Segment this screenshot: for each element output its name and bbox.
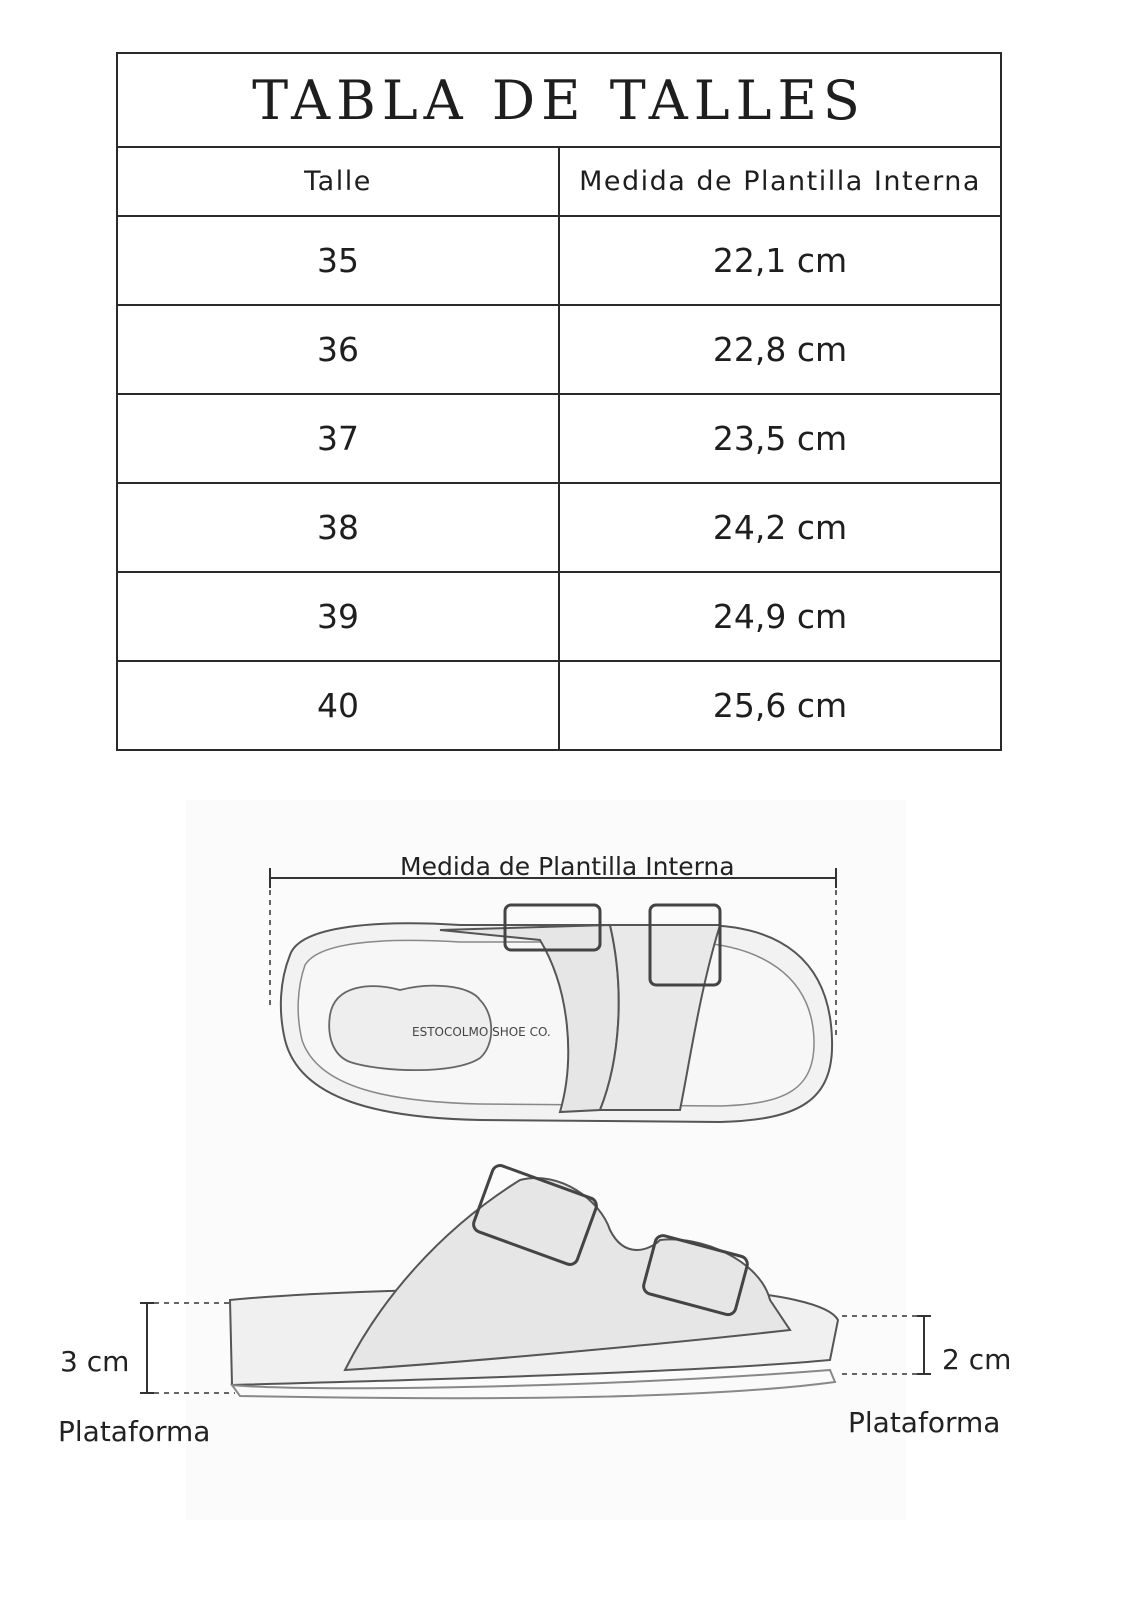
left-height-label: 3 cm: [60, 1345, 130, 1378]
insole-length-label: Medida de Plantilla Interna: [400, 852, 735, 881]
sandal-top-view-icon: [281, 905, 832, 1122]
left-platform-label: Plataforma: [58, 1415, 211, 1448]
size-cell: 40: [117, 661, 559, 750]
right-platform-label: Plataforma: [848, 1406, 1001, 1439]
measure-cell: 22,1 cm: [559, 216, 1001, 305]
header-size: Talle: [117, 147, 559, 216]
size-cell: 37: [117, 394, 559, 483]
header-measure: Medida de Plantilla Interna: [559, 147, 1001, 216]
sandal-side-view-icon: [230, 1163, 838, 1398]
measure-cell: 22,8 cm: [559, 305, 1001, 394]
measure-cell: 24,2 cm: [559, 483, 1001, 572]
size-cell: 38: [117, 483, 559, 572]
right-platform-height-indicator: [842, 1316, 931, 1374]
size-cell: 36: [117, 305, 559, 394]
size-cell: 35: [117, 216, 559, 305]
right-height-label: 2 cm: [942, 1343, 1012, 1376]
measure-cell: 25,6 cm: [559, 661, 1001, 750]
table-title: TABLA DE TALLES: [117, 53, 1001, 147]
size-cell: 39: [117, 572, 559, 661]
left-platform-height-indicator: [140, 1303, 235, 1393]
measure-cell: 23,5 cm: [559, 394, 1001, 483]
measure-cell: 24,9 cm: [559, 572, 1001, 661]
insole-logo: ESTOCOLMO SHOE CO.: [412, 1025, 551, 1039]
